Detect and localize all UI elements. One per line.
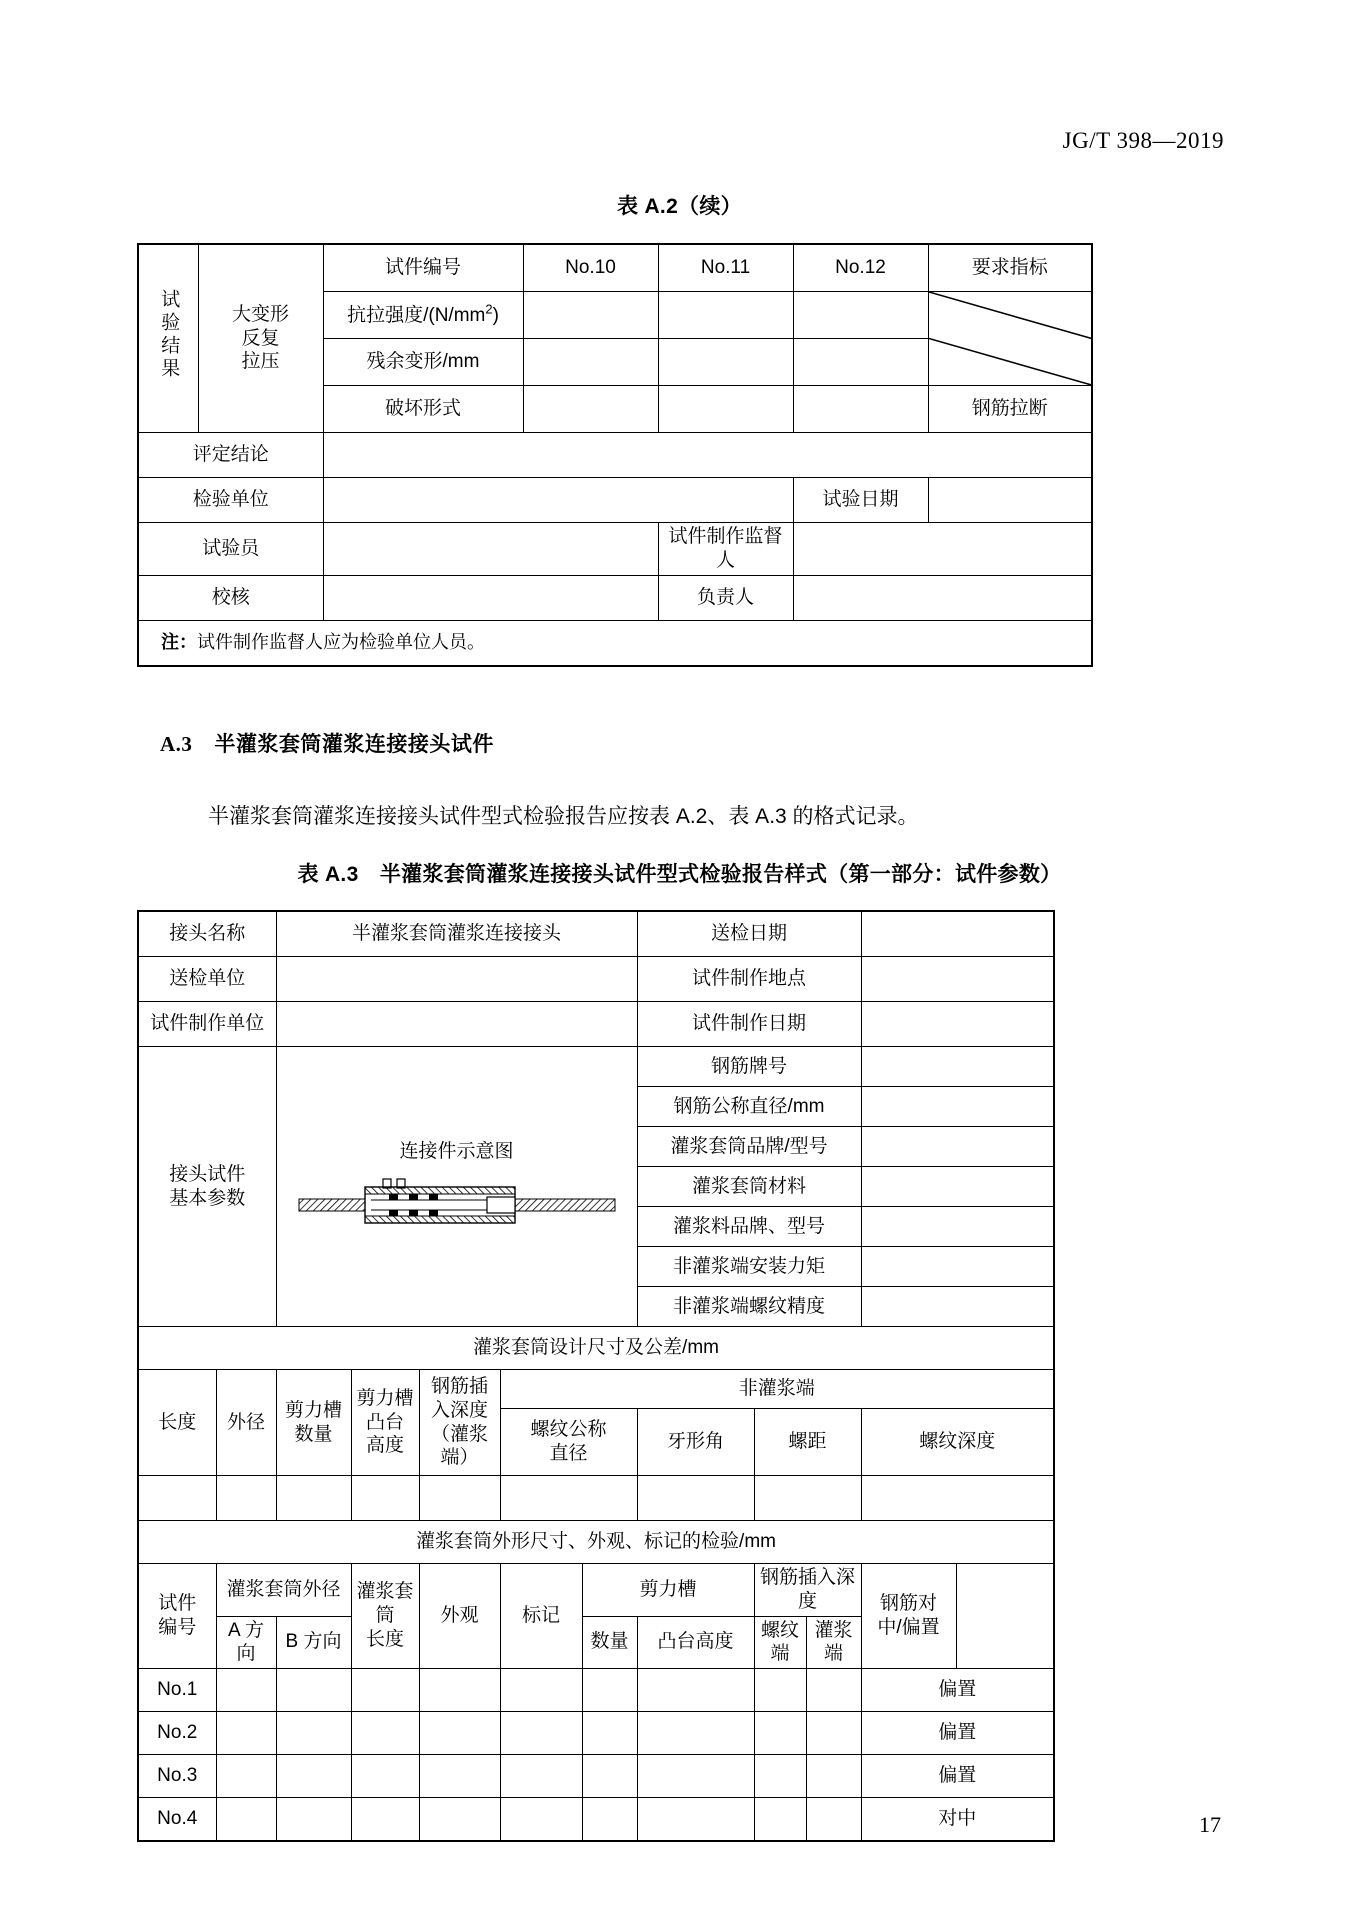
table-row	[138, 911, 1054, 957]
cell-val-thread-depth[interactable]	[861, 1476, 1054, 1521]
cell-residual-deform-label: 残余变形/mm	[323, 339, 523, 386]
cell-hdr-thread-pitch: 螺距	[754, 1409, 861, 1476]
cell-responsible-value[interactable]	[793, 575, 1092, 620]
table-row	[138, 244, 1092, 292]
connector-diagram-wrap	[277, 1140, 637, 1234]
cell-r2-depth-thread[interactable]	[754, 1712, 806, 1755]
cell-r1-marking[interactable]	[500, 1669, 582, 1712]
large-deform-line3: 拉压	[241, 351, 280, 373]
cell-param-value-6[interactable]	[861, 1287, 1054, 1327]
section-a3-paragraph: 半灌浆套筒灌浆连接接头试件型式检验报告应按表 A.2、表 A.3 的格式记录。	[208, 805, 919, 828]
cell-param-value-2[interactable]	[861, 1127, 1054, 1167]
table-a2	[137, 243, 1093, 667]
table-row	[138, 1327, 1054, 1370]
cell-evaluation-value[interactable]	[323, 433, 1092, 478]
cell-r4-length[interactable]	[351, 1798, 419, 1842]
cell-inspect-band-label: 灌浆套筒外形尺寸、外观、标记的检验/mm	[138, 1521, 1054, 1564]
cell-hdr-depth-grout-end: 灌浆端	[806, 1616, 861, 1669]
cell-r3-boss-height[interactable]	[637, 1755, 754, 1798]
cell-param-value-4[interactable]	[861, 1207, 1054, 1247]
cell-submit-date-label: 送检日期	[637, 911, 861, 957]
test-result-label: 试验结果	[158, 289, 180, 382]
cell-supervisor-value[interactable]	[793, 523, 1092, 576]
cell-r1-depth-thread[interactable]	[754, 1669, 806, 1712]
large-deform-line1: 大变形	[231, 303, 289, 325]
cell-hdr-non-grout-end-group: 非灌浆端	[500, 1370, 1054, 1409]
section-a3-title: 半灌浆套筒灌浆连接接头试件	[214, 733, 494, 756]
cell-requirement-header: 要求指标	[928, 244, 1092, 292]
cell-param-value-5[interactable]	[861, 1247, 1054, 1287]
cell-failure-mode-label: 破坏形式	[323, 386, 523, 433]
cell-test-date-value[interactable]	[928, 478, 1092, 523]
cell-specimen-no-label: 试件编号	[323, 244, 523, 292]
thread-nom-dia-line2: 直径	[549, 1443, 588, 1464]
cell-r2-depth-grout[interactable]	[806, 1712, 861, 1755]
thread-nom-dia-line1: 螺纹公称	[530, 1419, 607, 1441]
cell-row-no-2: No.2	[138, 1712, 216, 1755]
large-deform-line2: 反复	[241, 327, 280, 349]
cell-r4-appearance[interactable]	[419, 1798, 500, 1842]
cell-r3-groove-count[interactable]	[582, 1755, 637, 1798]
cell-param-label-2: 灌浆套筒品牌/型号	[637, 1127, 861, 1167]
cell-r4-groove-count[interactable]	[582, 1798, 637, 1842]
table-row	[138, 1564, 1054, 1617]
table-a3-caption: 表 A.3 半灌浆套筒灌浆连接接头试件型式检验报告样式（第一部分：试件参数）	[297, 863, 1062, 886]
cell-tester-label: 试验员	[138, 523, 323, 576]
cell-hdr-thread-angle: 牙形角	[637, 1409, 754, 1476]
alignment-line1: 钢筋对	[880, 1593, 938, 1615]
cell-failure-mode-no12[interactable]	[793, 386, 928, 433]
cell-r2-alignment: 偏置	[861, 1712, 1054, 1755]
cell-r2-length[interactable]	[351, 1712, 419, 1755]
cell-table-note	[138, 620, 1092, 666]
cell-hdr-shear-groove-count: 剪力槽数量	[276, 1370, 351, 1476]
cell-r4-od-a[interactable]	[216, 1798, 276, 1842]
cell-r4-depth-grout[interactable]	[806, 1798, 861, 1842]
table-row	[138, 620, 1092, 666]
cell-tester-value[interactable]	[323, 523, 658, 576]
cell-hdr-thread-nominal-diameter	[500, 1409, 637, 1476]
cell-make-unit-label: 试件制作单位	[138, 1002, 276, 1047]
cell-make-unit-value[interactable]	[276, 1002, 637, 1047]
cell-failure-mode-no10[interactable]	[523, 386, 658, 433]
cell-hdr-outer-diameter: 外径	[216, 1370, 276, 1476]
cell-hdr-marking: 标记	[500, 1564, 582, 1669]
standard-code-header: JG/T 398—2019	[1062, 128, 1224, 153]
insert-depth-line1: 钢筋插入深度	[431, 1376, 489, 1421]
cell-hdr-insert-depth	[419, 1370, 500, 1476]
table-row	[138, 478, 1092, 523]
table-row	[138, 1521, 1054, 1564]
table-row	[138, 1047, 1054, 1087]
cell-r2-marking[interactable]	[500, 1712, 582, 1755]
connector-diagram-label: 连接件示意图	[399, 1140, 514, 1162]
cell-hdr-appearance: 外观	[419, 1564, 500, 1669]
cell-r3-marking[interactable]	[500, 1755, 582, 1798]
cell-tensile-strength-no10[interactable]	[523, 292, 658, 339]
cell-make-place-label: 试件制作地点	[637, 957, 861, 1002]
cell-r3-appearance[interactable]	[419, 1755, 500, 1798]
table-row	[138, 433, 1092, 478]
table-row	[138, 1798, 1054, 1842]
cell-checker-label: 校核	[138, 575, 323, 620]
section-a3-number: A.3	[160, 732, 193, 756]
grout-sleeve-schematic-icon	[297, 1177, 617, 1233]
cell-r1-od-b[interactable]	[276, 1669, 351, 1712]
cell-r2-groove-count[interactable]	[582, 1712, 637, 1755]
cell-r1-groove-count[interactable]	[582, 1669, 637, 1712]
cell-requirement-slash	[928, 292, 1092, 386]
cell-residual-deform-no10[interactable]	[523, 339, 658, 386]
cell-design-band-label: 灌浆套筒设计尺寸及公差/mm	[138, 1327, 1054, 1370]
table-row	[138, 1712, 1054, 1755]
cell-val-outer-diameter[interactable]	[216, 1476, 276, 1521]
cell-val-thread-nominal-diameter[interactable]	[500, 1476, 637, 1521]
cell-r3-length[interactable]	[351, 1755, 419, 1798]
cell-supervisor-label: 试件制作监督人	[658, 523, 793, 576]
cell-row-no-1: No.1	[138, 1669, 216, 1712]
insert-depth-line2: （灌浆端）	[431, 1423, 489, 1469]
cell-hdr-thread-depth: 螺纹深度	[861, 1409, 1054, 1476]
cell-r4-marking[interactable]	[500, 1798, 582, 1842]
note-prefix: 注：	[161, 632, 197, 653]
tensile-strength-text: 抗拉强度$/(N/mm^2)$	[347, 301, 499, 327]
cell-param-block-label	[138, 1047, 276, 1327]
cell-r4-boss-height[interactable]	[637, 1798, 754, 1842]
param-block-label-line2: 基本参数	[169, 1187, 246, 1209]
cell-hdr-specimen-no	[138, 1564, 216, 1669]
cell-val-boss-height[interactable]	[351, 1476, 419, 1521]
cell-row-no-3: No.3	[138, 1755, 216, 1798]
cell-hdr-alignment	[861, 1564, 956, 1669]
section-a3-heading	[160, 728, 494, 758]
cell-hdr-boss-height	[351, 1370, 419, 1476]
cell-r1-boss-height[interactable]	[637, 1669, 754, 1712]
sleeve-length-line1: 灌浆套筒	[356, 1581, 414, 1627]
table-a2-caption: 表 A.2（续）	[617, 195, 742, 218]
cell-hdr-insert-depth-group: 钢筋插入深度	[754, 1564, 861, 1617]
cell-param-value-1[interactable]	[861, 1087, 1054, 1127]
cell-hdr-boss-height-2: 凸台高度	[637, 1616, 754, 1669]
cell-r3-od-a[interactable]	[216, 1755, 276, 1798]
cell-r3-od-b[interactable]	[276, 1755, 351, 1798]
table-row	[138, 523, 1092, 576]
cell-responsible-label: 负责人	[658, 575, 793, 620]
cell-param-label-6: 非灌浆端螺纹精度	[637, 1287, 861, 1327]
table-row	[138, 1370, 1054, 1409]
cell-r1-depth-grout[interactable]	[806, 1669, 861, 1712]
cell-r1-appearance[interactable]	[419, 1669, 500, 1712]
cell-val-insert-depth[interactable]	[419, 1476, 500, 1521]
cell-r2-od-b[interactable]	[276, 1712, 351, 1755]
cell-joint-name-label: 接头名称	[138, 911, 276, 957]
cell-r1-length[interactable]	[351, 1669, 419, 1712]
cell-specimen-no-10: No.10	[523, 244, 658, 292]
cell-make-date-value[interactable]	[861, 1002, 1054, 1047]
cell-r3-alignment: 偏置	[861, 1755, 1054, 1798]
cell-param-value-3[interactable]	[861, 1167, 1054, 1207]
specimen-no-line1: 试件	[158, 1593, 197, 1615]
cell-r1-od-a[interactable]	[216, 1669, 276, 1712]
cell-tensile-strength-label	[323, 292, 523, 339]
note-text: 试件制作监督人应为检验单位人员。	[197, 632, 485, 653]
cell-r3-depth-grout[interactable]	[806, 1755, 861, 1798]
cell-make-place-value[interactable]	[861, 957, 1054, 1002]
cell-r2-od-a[interactable]	[216, 1712, 276, 1755]
cell-r1-alignment: 偏置	[861, 1669, 1054, 1712]
cell-hdr-length: 长度	[138, 1370, 216, 1476]
cell-specimen-no-12: No.12	[793, 244, 928, 292]
cell-submit-unit-label: 送检单位	[138, 957, 276, 1002]
cell-residual-deform-no12[interactable]	[793, 339, 928, 386]
table-a3	[137, 910, 1055, 1842]
table-row	[138, 1002, 1054, 1047]
cell-specimen-no-11: No.11	[658, 244, 793, 292]
cell-submit-unit-value[interactable]	[276, 957, 637, 1002]
alignment-line2: 中/偏置	[877, 1617, 940, 1638]
cell-residual-deform-no11[interactable]	[658, 339, 793, 386]
cell-param-label-4: 灌浆料品牌、型号	[637, 1207, 861, 1247]
sleeve-length-line2: 长度	[366, 1628, 405, 1650]
cell-param-label-3: 灌浆套筒材料	[637, 1167, 861, 1207]
cell-inspection-unit-label: 检验单位	[138, 478, 323, 523]
cell-r2-appearance[interactable]	[419, 1712, 500, 1755]
cell-failure-mode-no11[interactable]	[658, 386, 793, 433]
cell-param-label-1: 钢筋公称直径/mm	[637, 1087, 861, 1127]
cell-failure-mode-requirement: 钢筋拉断	[928, 386, 1092, 433]
cell-evaluation-label: 评定结论	[138, 433, 323, 478]
cell-inspection-unit-value[interactable]	[323, 478, 793, 523]
cell-hdr-groove-count: 数量	[582, 1616, 637, 1669]
cell-r4-alignment: 对中	[861, 1798, 1054, 1842]
cell-r2-boss-height[interactable]	[637, 1712, 754, 1755]
cell-submit-date-value[interactable]	[861, 911, 1054, 957]
cell-hdr-sleeve-length	[351, 1564, 419, 1669]
cell-hdr-sleeve-od-group: 灌浆套筒外径	[216, 1564, 351, 1617]
boss-height-line2: 高度	[366, 1435, 405, 1457]
cell-large-deform-group	[198, 244, 323, 433]
cell-param-label-5: 非灌浆端安装力矩	[637, 1247, 861, 1287]
cell-test-result-group	[138, 244, 198, 433]
table-row	[138, 575, 1092, 620]
cell-connector-diagram	[276, 1047, 637, 1327]
cell-r3-depth-thread[interactable]	[754, 1755, 806, 1798]
cell-joint-name-value: 半灌浆套筒灌浆连接接头	[276, 911, 637, 957]
cell-val-thread-pitch[interactable]	[754, 1476, 861, 1521]
cell-test-date-label: 试验日期	[793, 478, 928, 523]
diagonal-slash-icon	[929, 292, 1092, 385]
boss-height-line1: 剪力槽凸台	[356, 1387, 414, 1433]
cell-param-value-0[interactable]	[861, 1047, 1054, 1087]
cell-hdr-shear-groove-group: 剪力槽	[582, 1564, 754, 1617]
cell-val-length[interactable]	[138, 1476, 216, 1521]
cell-param-label-0: 钢筋牌号	[637, 1047, 861, 1087]
specimen-no-line2: 编号	[158, 1617, 197, 1638]
cell-r4-depth-thread[interactable]	[754, 1798, 806, 1842]
cell-make-date-label: 试件制作日期	[637, 1002, 861, 1047]
cell-hdr-od-b: B 方向	[276, 1616, 351, 1669]
param-block-label-line1: 接头试件	[169, 1163, 246, 1185]
cell-val-shear-groove-count[interactable]	[276, 1476, 351, 1521]
cell-hdr-depth-thread-end: 螺纹端	[754, 1616, 806, 1669]
cell-checker-value[interactable]	[323, 575, 658, 620]
cell-tensile-strength-no11[interactable]	[658, 292, 793, 339]
cell-r4-od-b[interactable]	[276, 1798, 351, 1842]
cell-row-no-4: No.4	[138, 1798, 216, 1842]
table-row	[138, 1669, 1054, 1712]
cell-val-thread-angle[interactable]	[637, 1476, 754, 1521]
cell-tensile-strength-no12[interactable]	[793, 292, 928, 339]
table-row	[138, 1755, 1054, 1798]
table-row	[138, 957, 1054, 1002]
table-row	[138, 1476, 1054, 1521]
page-number: 17	[1199, 1812, 1221, 1837]
cell-hdr-od-a: A 方向	[216, 1616, 276, 1669]
